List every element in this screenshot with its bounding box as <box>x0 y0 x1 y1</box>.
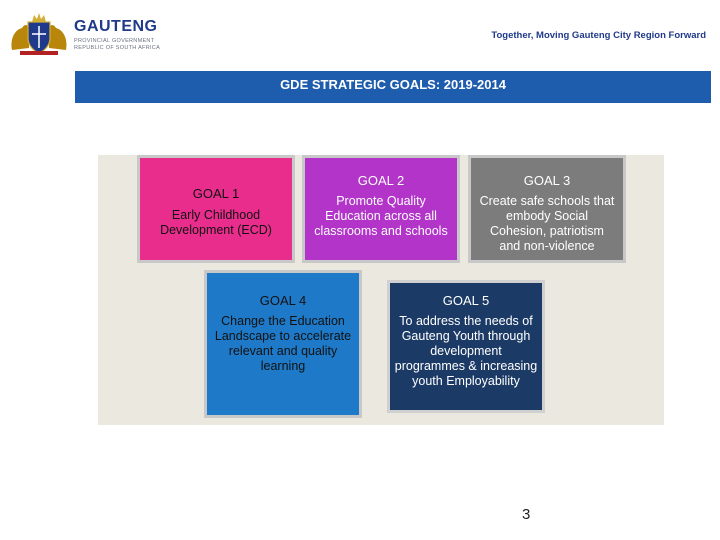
goal-1-text: Early Childhood Development (ECD) <box>160 208 272 237</box>
goal-2-text: Promote Quality Education across all classrooms and schools <box>314 194 448 238</box>
goal-3-text: Create safe schools that embody Social Cohesion, patriotism and non-violence <box>479 194 615 253</box>
goal-2-box <box>302 155 460 263</box>
goal-3-box <box>468 155 626 263</box>
goal-5-text: To address the needs of Gauteng Youth through development programmes & increasing youth Employability <box>394 314 538 388</box>
logo-name: GAUTENG <box>74 18 158 35</box>
gauteng-logo <box>8 10 161 56</box>
tagline: Together, Moving Gauteng City Region Forward <box>491 30 706 41</box>
goal-1-box <box>137 155 295 263</box>
goal-5-box <box>387 280 545 413</box>
gauteng-coat-of-arms-icon <box>8 10 70 56</box>
goal-4-title: GOAL 4 <box>259 293 307 308</box>
goal-4-text: Change the Education Landscape to accelerate relevant and quality learning <box>214 314 352 373</box>
goal-1-title: GOAL 1 <box>192 186 240 201</box>
slide-title-banner: GDE STRATEGIC GOALS: 2019-2014 <box>75 71 711 103</box>
goal-4-box <box>204 270 362 418</box>
goal-3-title: GOAL 3 <box>523 173 571 188</box>
goal-2-title: GOAL 2 <box>357 173 405 188</box>
page-number: 3 <box>522 506 531 523</box>
logo-subtitle-1: PROVINCIAL GOVERNMENT <box>74 38 155 44</box>
goal-5-title: GOAL 5 <box>442 293 490 308</box>
logo-subtitle-2: REPUBLIC OF SOUTH AFRICA <box>74 45 161 51</box>
